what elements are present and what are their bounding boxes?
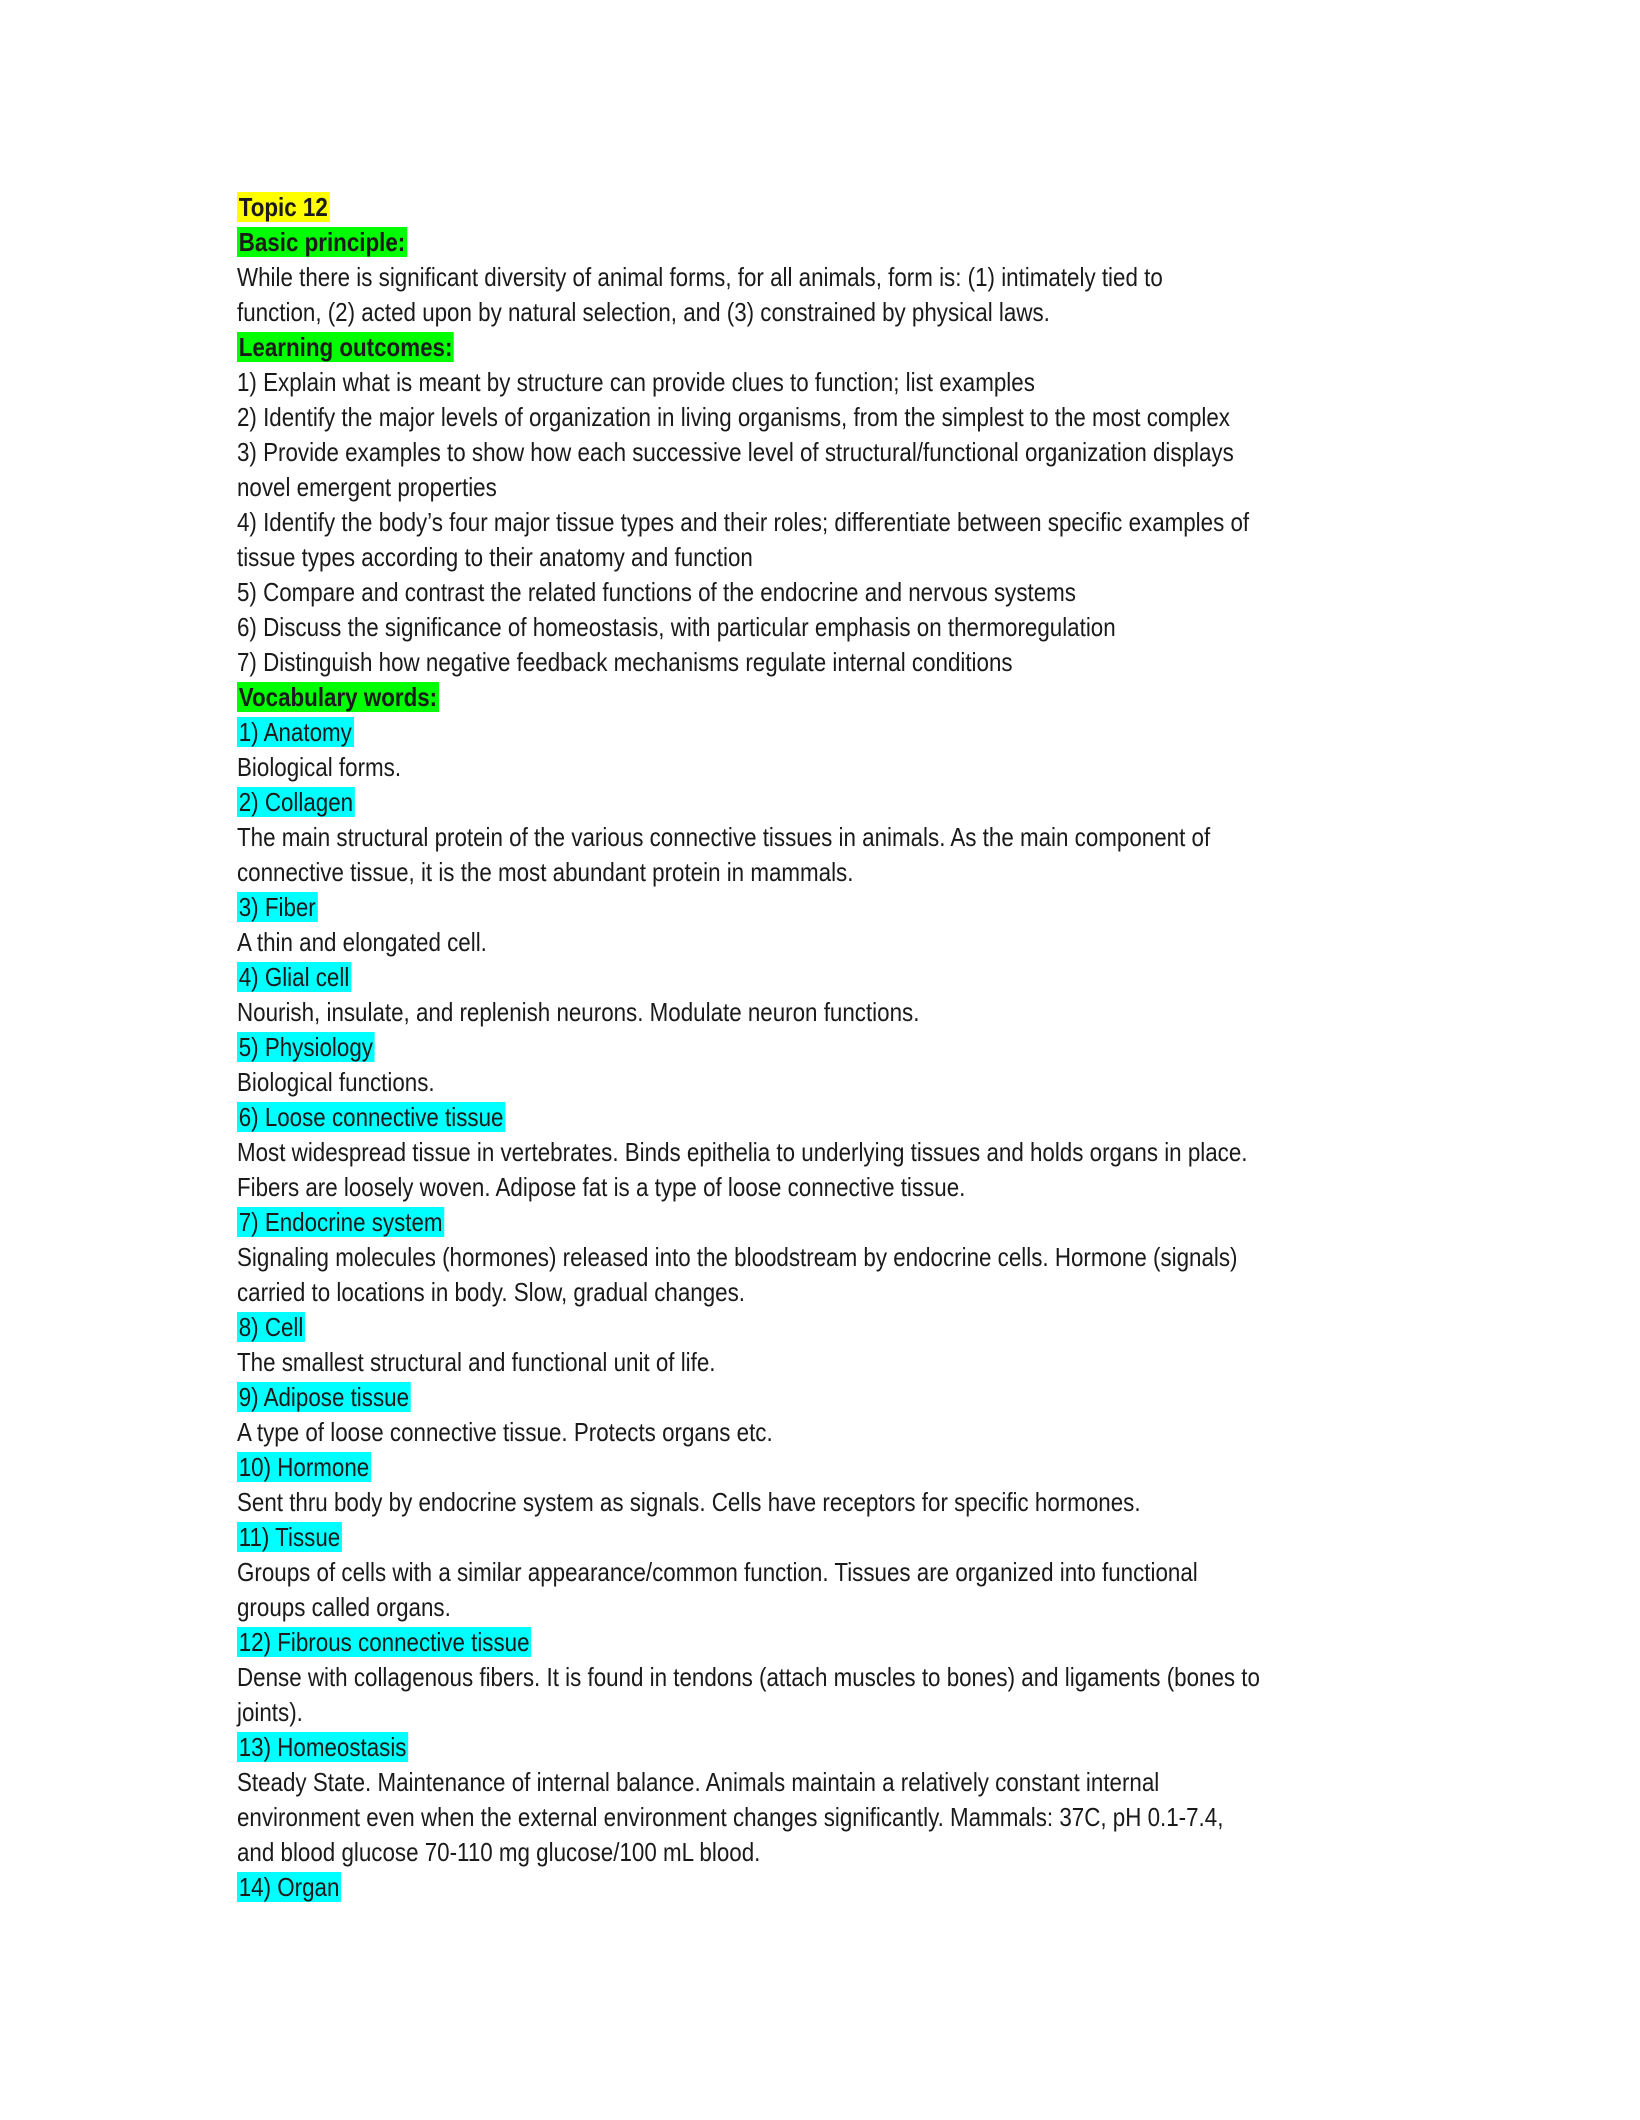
vocab-definition-line: Most widespread tissue in vertebrates. Binds epithelia to underlying tissues and holds organs in place. (237, 1137, 1248, 1167)
vocab-definition-line: Steady State. Maintenance of internal balance. Animals maintain a relatively constant internal (237, 1767, 1160, 1797)
vocab-term: 9) Adipose tissue (238, 1382, 410, 1412)
basic-principle-text: While there is significant diversity of animal forms, for all animals, form is: (1) intimately tied to (237, 262, 1163, 292)
vocabulary-list (237, 715, 1407, 1905)
vocab-term-line (237, 1310, 1407, 1345)
vocab-term: 13) Homeostasis (238, 1732, 407, 1762)
learning-outcome-line: 5) Compare and contrast the related functions of the endocrine and nervous systems (237, 577, 1076, 607)
vocab-term: 12) Fibrous connective tissue (238, 1627, 530, 1657)
vocab-term: 3) Fiber (238, 892, 316, 922)
vocab-term-line (237, 1100, 1407, 1135)
learning-outcome-line: tissue types according to their anatomy and function (237, 542, 753, 572)
vocab-term-line (237, 715, 1407, 750)
learning-outcome-line: 4) Identify the body’s four major tissue types and their roles; differentiate between specific examples of (237, 507, 1250, 537)
vocab-term-line (237, 890, 1407, 925)
vocab-definition-line: carried to locations in body. Slow, gradual changes. (237, 1277, 745, 1307)
vocab-term: 7) Endocrine system (238, 1207, 443, 1237)
document-body (237, 190, 1407, 1905)
vocab-term: 10) Hormone (238, 1452, 370, 1482)
vocab-definition-line: Nourish, insulate, and replenish neurons. Modulate neuron functions. (237, 997, 920, 1027)
vocab-definition-line: A type of loose connective tissue. Protects organs etc. (237, 1417, 773, 1447)
vocab-definition-line: Sent thru body by endocrine system as signals. Cells have receptors for specific hormones. (237, 1487, 1141, 1517)
basic-principle-heading-line (237, 225, 1407, 260)
vocab-definition-line: Signaling molecules (hormones) released into the bloodstream by endocrine cells. Hormone (signals) (237, 1242, 1238, 1272)
vocab-term-line (237, 1450, 1407, 1485)
vocab-definition-line: Fibers are loosely woven. Adipose fat is a type of loose connective tissue. (237, 1172, 966, 1202)
vocab-definition-line: connective tissue, it is the most abundant protein in mammals. (237, 857, 854, 887)
learning-outcomes-heading-line (237, 330, 1407, 365)
vocab-term-line (237, 1030, 1407, 1065)
vocab-definition-line: Groups of cells with a similar appearance/common function. Tissues are organized into functional (237, 1557, 1198, 1587)
vocab-term: 2) Collagen (238, 787, 354, 817)
vocab-term: 14) Organ (238, 1872, 340, 1902)
vocab-term-line (237, 1205, 1407, 1240)
vocab-definition-line: Biological functions. (237, 1067, 435, 1097)
vocab-definition-line: and blood glucose 70-110 mg glucose/100 mL blood. (237, 1837, 761, 1867)
learning-outcome-line: 2) Identify the major levels of organization in living organisms, from the simplest to the most complex (237, 402, 1230, 432)
vocab-term-line (237, 1520, 1407, 1555)
topic-line (237, 190, 1407, 225)
vocab-term: 5) Physiology (238, 1032, 373, 1062)
vocabulary-heading-line (237, 680, 1407, 715)
vocab-definition-line: groups called organs. (237, 1592, 451, 1622)
basic-principle-heading: Basic principle: (238, 227, 406, 257)
learning-outcome-line: 6) Discuss the significance of homeostasis, with particular emphasis on thermoregulation (237, 612, 1116, 642)
learning-outcome-line: 3) Provide examples to show how each successive level of structural/functional organization displays (237, 437, 1234, 467)
vocab-term-line (237, 1380, 1407, 1415)
vocab-definition-line: The main structural protein of the various connective tissues in animals. As the main component of (237, 822, 1211, 852)
vocab-term-line (237, 1870, 1407, 1905)
topic-title: Topic 12 (238, 192, 328, 222)
learning-outcome-line: novel emergent properties (237, 472, 497, 502)
vocab-definition-line: Biological forms. (237, 752, 402, 782)
vocab-term: 4) Glial cell (238, 962, 350, 992)
learning-outcomes-heading: Learning outcomes: (238, 332, 453, 362)
vocab-term-line (237, 960, 1407, 995)
vocab-definition-line: Dense with collagenous fibers. It is found in tendons (attach muscles to bones) and ligaments (bones to (237, 1662, 1260, 1692)
vocab-definition-line: The smallest structural and functional unit of life. (237, 1347, 716, 1377)
vocabulary-heading: Vocabulary words: (238, 682, 438, 712)
vocab-term: 8) Cell (238, 1312, 304, 1342)
vocab-term-line (237, 1730, 1407, 1765)
vocab-term-line (237, 785, 1407, 820)
basic-principle-text: function, (2) acted upon by natural selection, and (3) constrained by physical laws. (237, 297, 1050, 327)
vocab-definition-line: joints). (237, 1697, 303, 1727)
vocab-term-line (237, 1625, 1407, 1660)
vocab-definition-line: environment even when the external environment changes significantly. Mammals: 37C, pH 0.1-7.4, (237, 1802, 1224, 1832)
learning-outcome-line: 7) Distinguish how negative feedback mechanisms regulate internal conditions (237, 647, 1013, 677)
vocab-term: 1) Anatomy (238, 717, 352, 747)
learning-outcome-line: 1) Explain what is meant by structure can provide clues to function; list examples (237, 367, 1035, 397)
vocab-term: 6) Loose connective tissue (238, 1102, 504, 1132)
vocab-term: 11) Tissue (238, 1522, 341, 1552)
vocab-definition-line: A thin and elongated cell. (237, 927, 487, 957)
